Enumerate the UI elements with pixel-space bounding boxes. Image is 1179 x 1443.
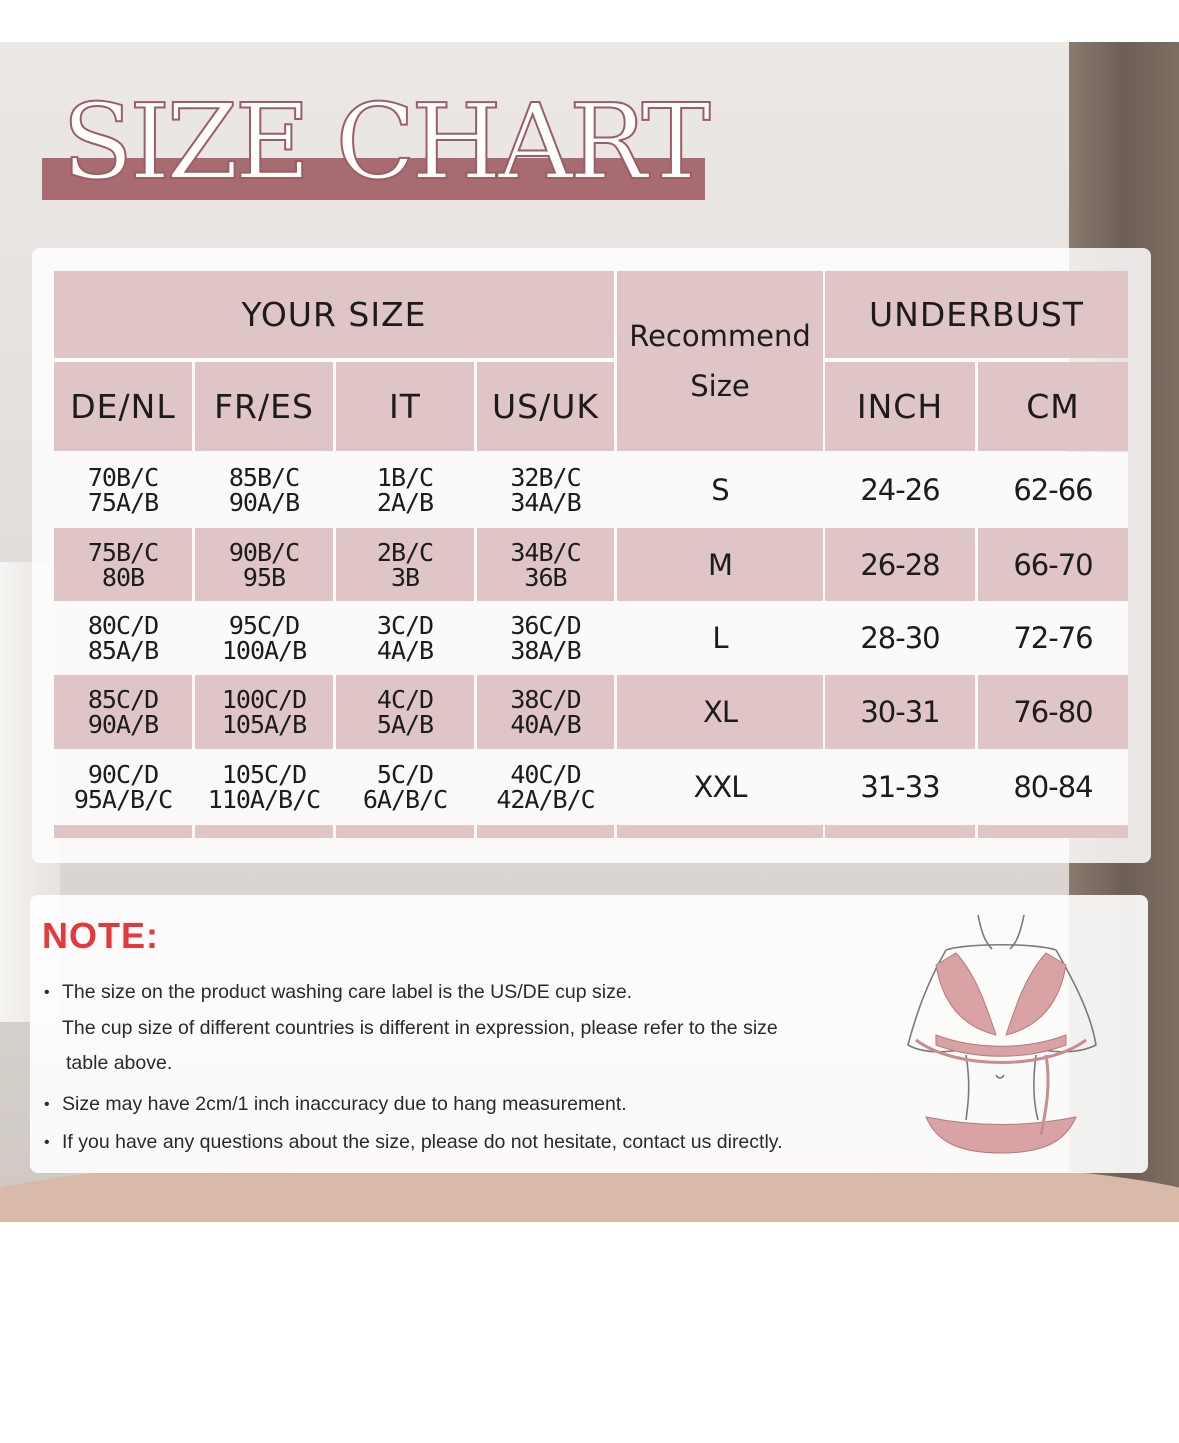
table-cell-de: [54, 675, 192, 749]
table-cell-inch: 24-26: [825, 452, 975, 528]
table-footer-strip: [978, 825, 1128, 838]
bullet-2: •: [44, 1096, 50, 1113]
size-code: 38C/D: [510, 685, 581, 714]
page-title: SIZE CHART: [62, 81, 707, 203]
table-footer-strip: [825, 825, 975, 838]
size-code: 34A/B: [510, 488, 581, 517]
size-code: 6A/B/C: [362, 785, 448, 814]
size-code: 38A/B: [510, 636, 581, 665]
table-footer-strip: [336, 825, 474, 838]
table-cell-de: [54, 452, 192, 528]
size-code: 3C/D: [376, 611, 434, 640]
table-cell-cm: 62-66: [978, 452, 1128, 528]
header-inch: INCH: [825, 362, 975, 451]
size-code: 110A/B/C: [207, 785, 321, 814]
table-cell-cm: 66-70: [978, 528, 1128, 601]
table-cell-cm: 80-84: [978, 749, 1128, 825]
size-code: 2B/C: [376, 537, 434, 567]
table-cell-us: [477, 675, 614, 749]
size-code: 90A/B: [87, 710, 159, 739]
table-cell-fr: [195, 601, 333, 675]
size-code: 90C/D: [87, 760, 159, 789]
header-fr-es: FR/ES: [195, 362, 333, 451]
header-recommend: Recommend: [629, 319, 811, 353]
size-code: 5C/D: [376, 760, 434, 789]
table-cell-recommend-size: L: [617, 601, 823, 675]
bra-measuring-illustration-icon: [896, 905, 1106, 1155]
table-cell-de: [54, 528, 192, 601]
table-footer-strip: [54, 825, 192, 838]
size-code: 95A/B/C: [73, 785, 173, 814]
size-code: 95B: [242, 562, 286, 592]
size-code: 95C/D: [228, 611, 300, 640]
header-de-nl: DE/NL: [54, 362, 192, 451]
header-underbust: UNDERBUST: [825, 271, 1128, 358]
size-code: 105A/B: [221, 710, 307, 739]
note-bullet-3: If you have any questions about the size, please do not hesitate, contact us directly.: [62, 1131, 783, 1153]
size-code: 100C/D: [221, 685, 307, 714]
size-code: 40A/B: [510, 710, 581, 739]
table-cell-inch: 31-33: [825, 749, 975, 825]
table-cell-fr: [195, 452, 333, 528]
size-code: 80B: [101, 562, 145, 592]
table-cell-recommend-size: S: [617, 452, 823, 528]
header-your-size: YOUR SIZE: [54, 271, 614, 358]
table-cell-it: [336, 749, 474, 825]
size-code: 80C/D: [87, 611, 159, 640]
header-cm: CM: [978, 362, 1128, 451]
header-recommend-size: [617, 271, 823, 451]
table-cell-it: [336, 452, 474, 528]
size-code: 3B: [390, 562, 420, 592]
size-code: 36B: [524, 562, 567, 592]
size-code: 2A/B: [376, 488, 434, 517]
note-bullet-1-line-1: The size on the product washing care label is the US/DE cup size.: [62, 981, 633, 1003]
note-title: NOTE:: [42, 915, 159, 956]
size-code: 85A/B: [87, 636, 159, 665]
size-code: 4C/D: [376, 685, 434, 714]
table-cell-it: [336, 601, 474, 675]
table-cell-de: [54, 601, 192, 675]
table-cell-inch: 30-31: [825, 675, 975, 749]
header-it: IT: [336, 362, 474, 451]
size-code: 85C/D: [87, 685, 159, 714]
size-code: 90B/C: [228, 537, 300, 567]
size-code: 85B/C: [228, 463, 300, 492]
note-bullet-1-line-3: table above.: [66, 1052, 173, 1074]
size-code: 32B/C: [510, 463, 581, 492]
header-us-uk: US/UK: [477, 362, 614, 451]
table-cell-fr: [195, 749, 333, 825]
size-code: 36C/D: [510, 611, 581, 640]
table-cell-inch: 26-28: [825, 528, 975, 601]
size-code: 75A/B: [87, 488, 159, 517]
table-cell-us: [477, 749, 614, 825]
table-cell-fr: [195, 675, 333, 749]
table-cell-us: [477, 601, 614, 675]
size-code: 70B/C: [87, 463, 159, 492]
size-code: 34B/C: [510, 537, 581, 567]
size-code: 75B/C: [87, 537, 159, 567]
table-cell-it: [336, 675, 474, 749]
bullet-3: •: [44, 1134, 50, 1151]
bullet-1: •: [44, 984, 50, 1001]
table-cell-inch: 28-30: [825, 601, 975, 675]
header-size: Size: [690, 369, 750, 403]
size-code: 40C/D: [510, 760, 581, 789]
size-code: 1B/C: [376, 463, 434, 492]
size-code: 105C/D: [221, 760, 307, 789]
table-cell-recommend-size: M: [617, 528, 823, 601]
table-cell-fr: [195, 528, 333, 601]
size-code: 100A/B: [221, 636, 307, 665]
note-bullet-2: Size may have 2cm/1 inch inaccuracy due to hang measurement.: [62, 1093, 627, 1115]
table-cell-cm: 76-80: [978, 675, 1128, 749]
table-cell-us: [477, 528, 614, 601]
size-code: 90A/B: [228, 488, 300, 517]
table-cell-recommend-size: XXL: [617, 749, 823, 825]
table-cell-recommend-size: XL: [617, 675, 823, 749]
size-code: 4A/B: [376, 636, 434, 665]
table-footer-strip: [617, 825, 823, 838]
table-footer-strip: [477, 825, 614, 838]
table-cell-it: [336, 528, 474, 601]
size-code: 42A/B/C: [496, 785, 595, 814]
size-code: 5A/B: [376, 710, 434, 739]
table-cell-cm: 72-76: [978, 601, 1128, 675]
table-footer-strip: [195, 825, 333, 838]
table-cell-us: [477, 452, 614, 528]
note-bullet-1-line-2: The cup size of different countries is different in expression, please refer to the size: [62, 1017, 778, 1039]
table-cell-de: [54, 749, 192, 825]
